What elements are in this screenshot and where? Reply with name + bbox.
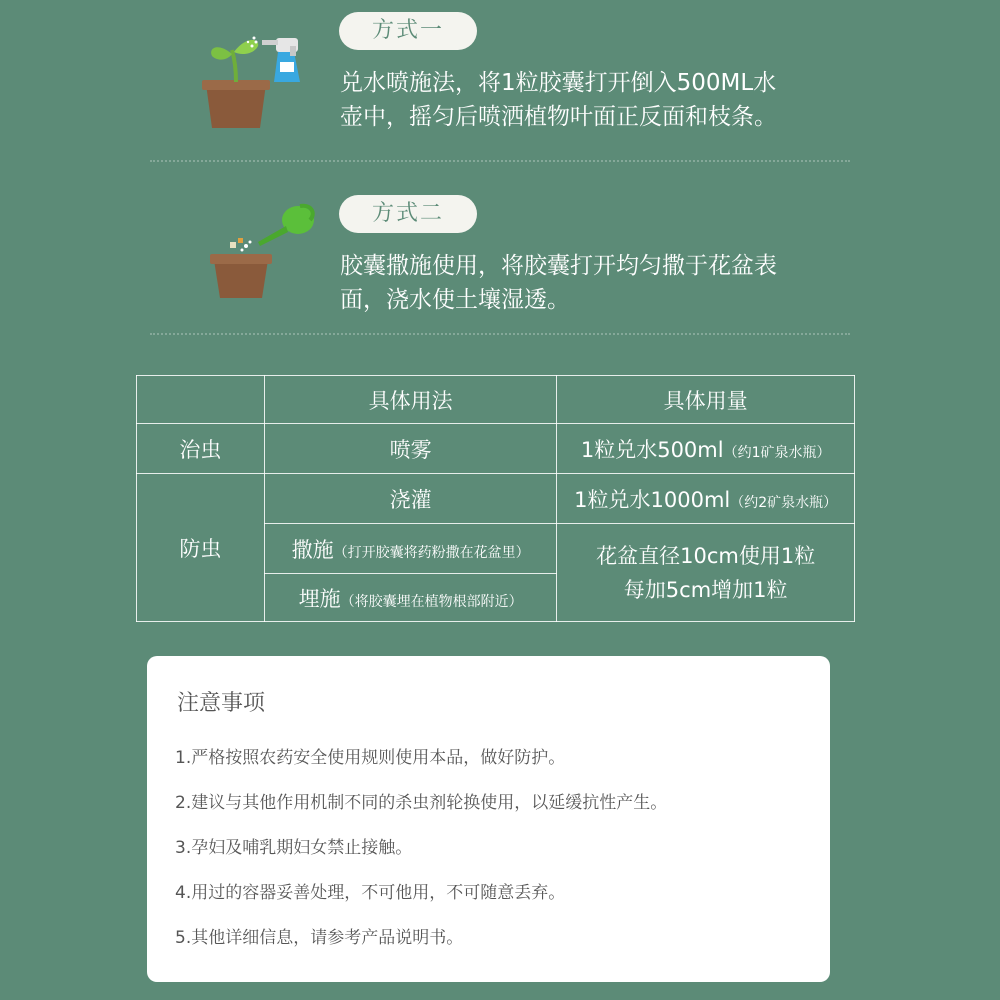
notice-item: 4.用过的容器妥善处理，不可他用，不可随意丢弃。 bbox=[175, 883, 566, 903]
method-2-description bbox=[340, 249, 840, 317]
amount-text: 1粒兑水500ml bbox=[580, 437, 724, 462]
category-cell: 治虫 bbox=[137, 424, 265, 474]
method-text: 埋施 bbox=[298, 586, 341, 611]
usage-table bbox=[136, 375, 855, 622]
method-1-desc-line-2: 壶中，摇匀后喷洒植物叶面正反面和枝条。 bbox=[340, 104, 777, 130]
method-note: （打开胶囊将药粉撒在花盆里） bbox=[333, 544, 530, 561]
pot-watering-can-icon bbox=[202, 198, 322, 302]
method-cell bbox=[264, 574, 557, 622]
notice-item: 3.孕妇及哺乳期妇女禁止接触。 bbox=[175, 838, 413, 858]
amount-note: （约2矿泉水瓶） bbox=[730, 494, 838, 511]
table-header-cell: 具体用法 bbox=[264, 376, 557, 424]
amount-note: （约1矿泉水瓶） bbox=[723, 444, 831, 461]
method-cell bbox=[264, 524, 557, 574]
method-text: 撒施 bbox=[291, 537, 334, 562]
notice-title: 注意事项 bbox=[177, 691, 266, 716]
amount-line-1: 花盆直径10cm使用1粒 bbox=[596, 543, 816, 568]
method-note: （将胶囊埋在植物根部附近） bbox=[340, 593, 523, 610]
method-2-desc-line-1: 胶囊撒施使用，将胶囊打开均匀撒于花盆表 bbox=[340, 253, 777, 279]
method-cell: 浇灌 bbox=[264, 474, 557, 524]
method-2-label: 方式二 bbox=[339, 195, 477, 233]
table-row bbox=[137, 474, 855, 524]
method-1-label: 方式一 bbox=[339, 12, 477, 50]
amount-cell bbox=[557, 424, 855, 474]
notice-item: 5.其他详细信息，请参考产品说明书。 bbox=[175, 928, 464, 948]
method-cell: 喷雾 bbox=[264, 424, 557, 474]
table-header-cell: 具体用量 bbox=[557, 376, 855, 424]
method-1-desc-line-1: 兑水喷施法，将1粒胶囊打开倒入500ML水 bbox=[340, 70, 777, 96]
divider bbox=[150, 160, 850, 162]
notice-list bbox=[175, 736, 667, 961]
amount-cell bbox=[557, 524, 855, 622]
category-cell: 防虫 bbox=[137, 474, 265, 622]
notice-item: 2.建议与其他作用机制不同的杀虫剂轮换使用，以延缓抗性产生。 bbox=[175, 793, 668, 813]
divider bbox=[150, 333, 850, 335]
sprout-pot-spray-bottle-icon bbox=[196, 22, 316, 134]
method-1-description bbox=[340, 66, 840, 134]
amount-text: 1粒兑水1000ml bbox=[574, 487, 731, 512]
table-row bbox=[137, 424, 855, 474]
notice-card bbox=[147, 656, 830, 982]
table-header-cell bbox=[137, 376, 265, 424]
method-2-desc-line-2: 面，浇水使土壤湿透。 bbox=[340, 287, 570, 313]
table-header-row bbox=[137, 376, 855, 424]
amount-line-2: 每加5cm增加1粒 bbox=[623, 577, 788, 602]
notice-item: 1.严格按照农药安全使用规则使用本品，做好防护。 bbox=[175, 748, 566, 768]
amount-cell bbox=[557, 474, 855, 524]
